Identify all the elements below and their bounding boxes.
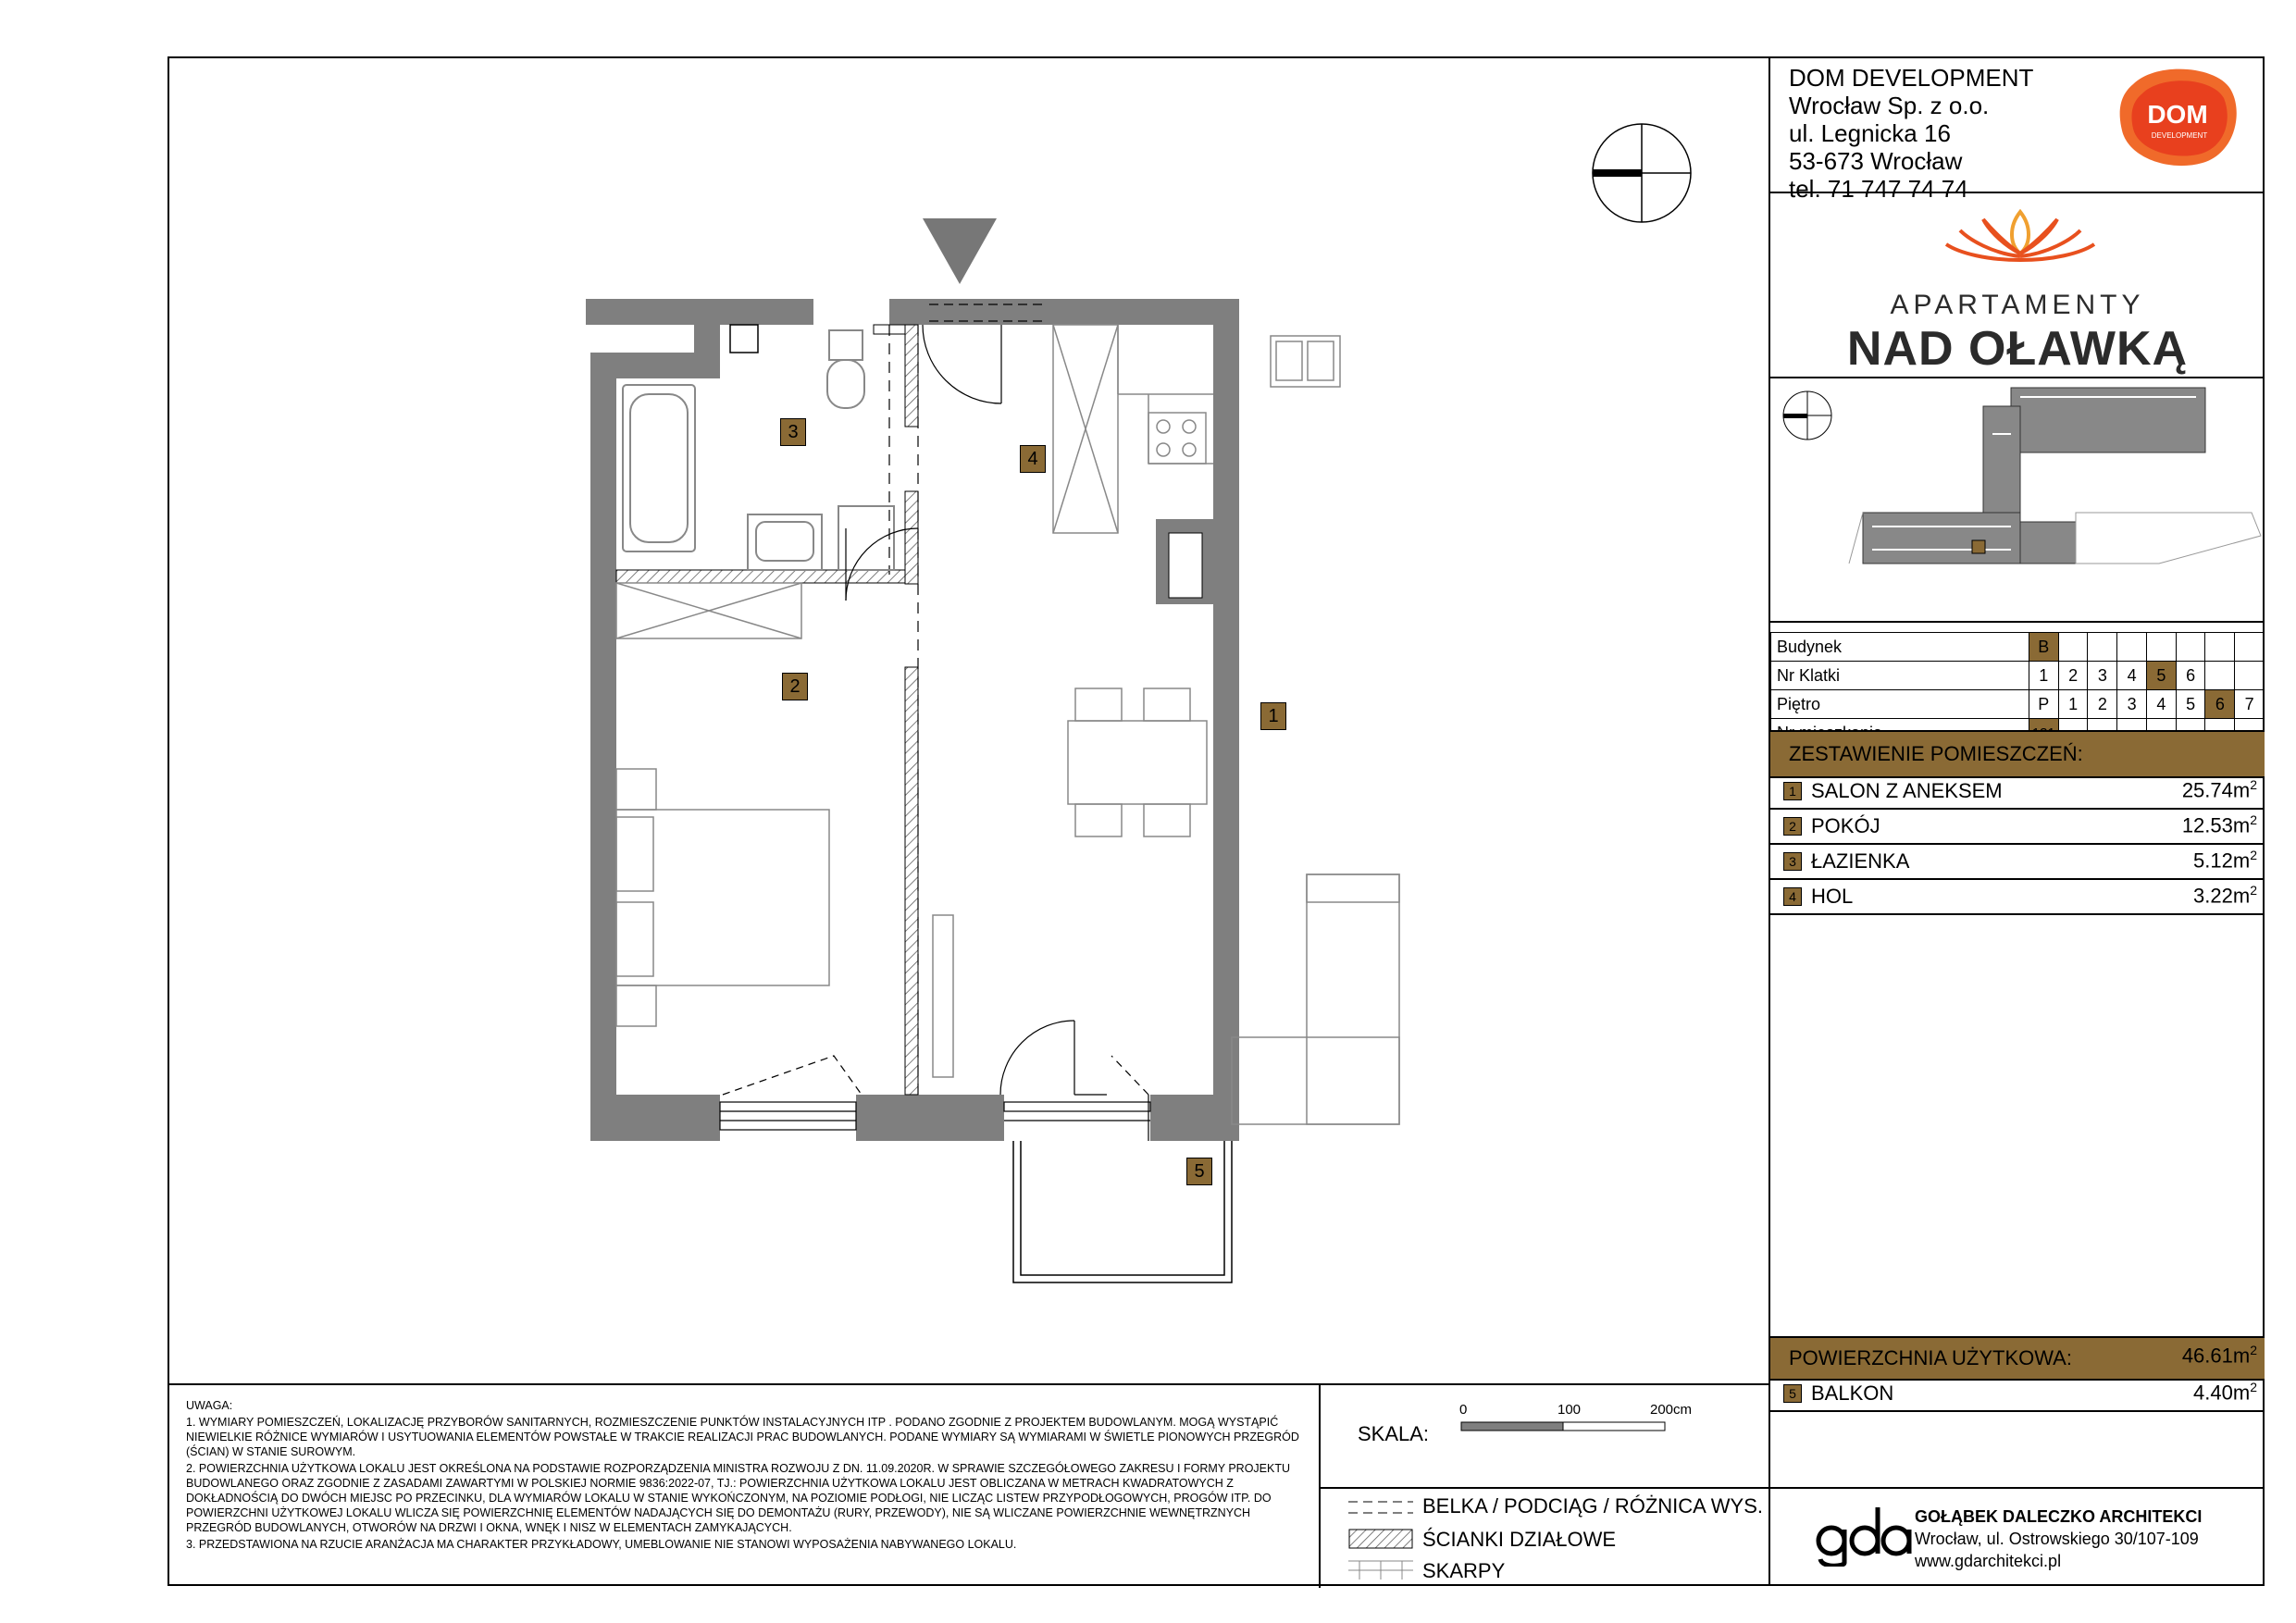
company-subname: Wrocław Sp. z o.o.	[1789, 92, 1990, 119]
architect-name: GOŁĄBEK DALECZKO ARCHITEKCI	[1915, 1507, 2203, 1526]
dom-development-logo	[2115, 66, 2244, 167]
side-panel	[1769, 56, 2265, 1586]
note-item: 3. PRZEDSTAWIONA NA RZUCIE ARANŻACJA MA CHARAKTER PRZYKŁADOWY, UMEBLOWANIE NIE STANOWI WYPOSAŻENIA NABYWANEGO LOKALU.	[186, 1538, 1017, 1551]
room-row: 2 POKÓJ $12.53m^2$	[1770, 810, 2265, 845]
total-area-value: $46.61m^2$	[2181, 1343, 2257, 1368]
room-label-4: 4	[1020, 445, 1046, 473]
legend-label: ŚCIANKI DZIAŁOWE	[1422, 1528, 1617, 1551]
balcony-row: 5 BALKON $4.40m^2$	[1770, 1377, 2265, 1412]
scale-bar	[1459, 1420, 1672, 1433]
architect-web: www.gdarchitekci.pl	[1915, 1552, 2062, 1570]
doors	[846, 325, 1107, 1095]
svg-text:DEVELOPMENT: DEVELOPMENT	[2151, 131, 2208, 140]
north-arrow-icon	[1593, 124, 1691, 222]
rooms-header: ZESTAWIENIE POMIESZCZEŃ:	[1770, 730, 2265, 778]
architect-address: Wrocław, ul. Ostrowskiego 30/107-109	[1915, 1530, 2199, 1548]
note-item: 1. WYMIARY POMIESZCZEŃ, LOKALIZACJĘ PRZYBORÓW SANITARNYCH, ROZMIESZCZENIE PUNKTÓW INSTALACYJNYCH ITP . PODANO ZGODNIE Z PROJEKTEM BUDOWLANYM. MOGĄ WYSTĄPIĆ NIEWIELKIE RÓŻNICE WYMIARÓW I USYTUOWANIA ELEMENTÓW POWSTAŁE W TRAKCIE REALIZACJI PRAC BUDOWLANYCH. PODANE WYMIARY SĄ WYMIARAMI W ŚWIETLE PIONOWYCH PRZEGRÓD (ŚCIAN) W STANIE SUROWYM.	[186, 1416, 1299, 1458]
company-name: DOM DEVELOPMENT	[1789, 64, 2034, 92]
notes-title: UWAGA:	[186, 1399, 233, 1412]
gda-logo-icon	[1813, 1502, 1915, 1567]
project-name-line1: APARTAMENTY	[1890, 290, 2145, 320]
lotus-logo-icon	[1937, 203, 2104, 277]
company-street: ul. Legnicka 16	[1789, 119, 1951, 147]
company-city: 53-673 Wrocław	[1789, 147, 1963, 175]
room-row: 1 SALON Z ANEKSEM $25.74m^2$	[1770, 774, 2265, 810]
room-label-5: 5	[1186, 1158, 1212, 1185]
scale-tick: 200cm	[1650, 1402, 1693, 1418]
room-row: 3 ŁAZIENKA $5.12m^2$	[1770, 845, 2265, 880]
sofa-icon	[1232, 874, 1399, 1124]
legend-label: SKARPY	[1422, 1559, 1506, 1582]
room-row: 4 HOL $3.22m^2$	[1770, 880, 2265, 915]
project-name-line2: NAD OŁAWKĄ	[1846, 322, 2189, 376]
company-address	[1789, 64, 2033, 203]
legend-label: BELKA / PODCIĄG / RÓŻNICA WYS.	[1422, 1494, 1763, 1518]
svg-text:DOM: DOM	[2147, 100, 2208, 129]
scale-tick: 100	[1558, 1402, 1582, 1418]
reveal-icon	[1348, 1559, 1413, 1581]
company-phone: tel. 71 747 74 74	[1789, 175, 1968, 203]
bathtub-icon	[623, 385, 695, 551]
unit-info-table: Budynek B Nr Klatki 1 2 3 4 5 6 Piętro P 1 2 3 4 5 6 7	[1770, 632, 2265, 748]
bed-icon	[616, 769, 829, 1026]
scale-tick: 0	[1459, 1402, 1468, 1418]
footer-notes	[168, 1383, 1770, 1586]
hatched-wall-icon	[1348, 1529, 1413, 1549]
floor-plan	[168, 56, 1770, 1383]
room-label-3: 3	[780, 418, 806, 446]
site-key-plan	[1770, 378, 2265, 621]
room-label-1: 1	[1260, 702, 1286, 730]
sink-icon	[748, 514, 822, 570]
notes-block	[186, 1398, 1306, 1554]
info-label-building: Budynek	[1771, 633, 2029, 662]
room-label-2: 2	[782, 673, 808, 700]
room-list	[1770, 774, 2265, 915]
total-area-bar	[1770, 1336, 2265, 1381]
scale-label: SKALA:	[1358, 1422, 1430, 1445]
dining-table-icon	[1068, 688, 1207, 836]
note-item: 2. POWIERZCHNIA UŻYTKOWA LOKALU JEST OKREŚLONA NA PODSTAWIE ROZPORZĄDZENIA MINISTRA ROZWOJU Z DN. 11.09.2020R. W SPRAWIE SZCZEGÓŁOWEGO ZAKRESU I FORMY PROJEKTU BUDOWLANEGO ORAZ ZGODNIE Z ZASADAMI ZAWARTYMI W POLSKIEJ NORMIE 9836:2022-07, TJ.: POWIERZCHNIA UŻYTKOWA LOKALU JEST OBLICZANA W METRACH KWADRATOWYCH Z DOKŁADNOŚCIĄ DO DWÓCH MIEJSC PO PRZECINKU, DLA WYMIARÓW LOKALU W STANIE WYKOŃCZONYM, NA POZIOMIE PODŁOGI, NIE LICZĄC LISTEW PRZYPODŁOGOWYCH, PROGÓW ITP. DO POWIERZCHNI UŻYTKOWEJ LOKALU WLICZA SIĘ POWIERZCHNIĘ ELEMENTÓW NADAJĄCYCH SIĘ DO DEMONTAŻU (RURY, PRZEWODY), NIE SĄ WLICZANE POWIERZCHNIE WEWNĘTRZNYCH PRZEGRÓD BUDOWLANYCH, OTWORÓW NA DRZWI I OKNA, WNĘK I NISZ W ELEMENTACH ZAMYKAJĄCYCH.	[186, 1462, 1291, 1534]
entrance-arrow-icon	[923, 218, 997, 284]
info-label-staircase: Nr Klatki	[1771, 662, 2029, 690]
info-label-floor: Piętro	[1771, 690, 2029, 719]
legend-box	[1319, 1385, 1770, 1588]
toilet-icon	[827, 330, 864, 408]
north-arrow-small-icon	[1783, 391, 1831, 440]
total-area-label: POWIERZCHNIA UŻYTKOWA:	[1789, 1346, 2072, 1369]
dashed-line-icon	[1348, 1498, 1413, 1517]
